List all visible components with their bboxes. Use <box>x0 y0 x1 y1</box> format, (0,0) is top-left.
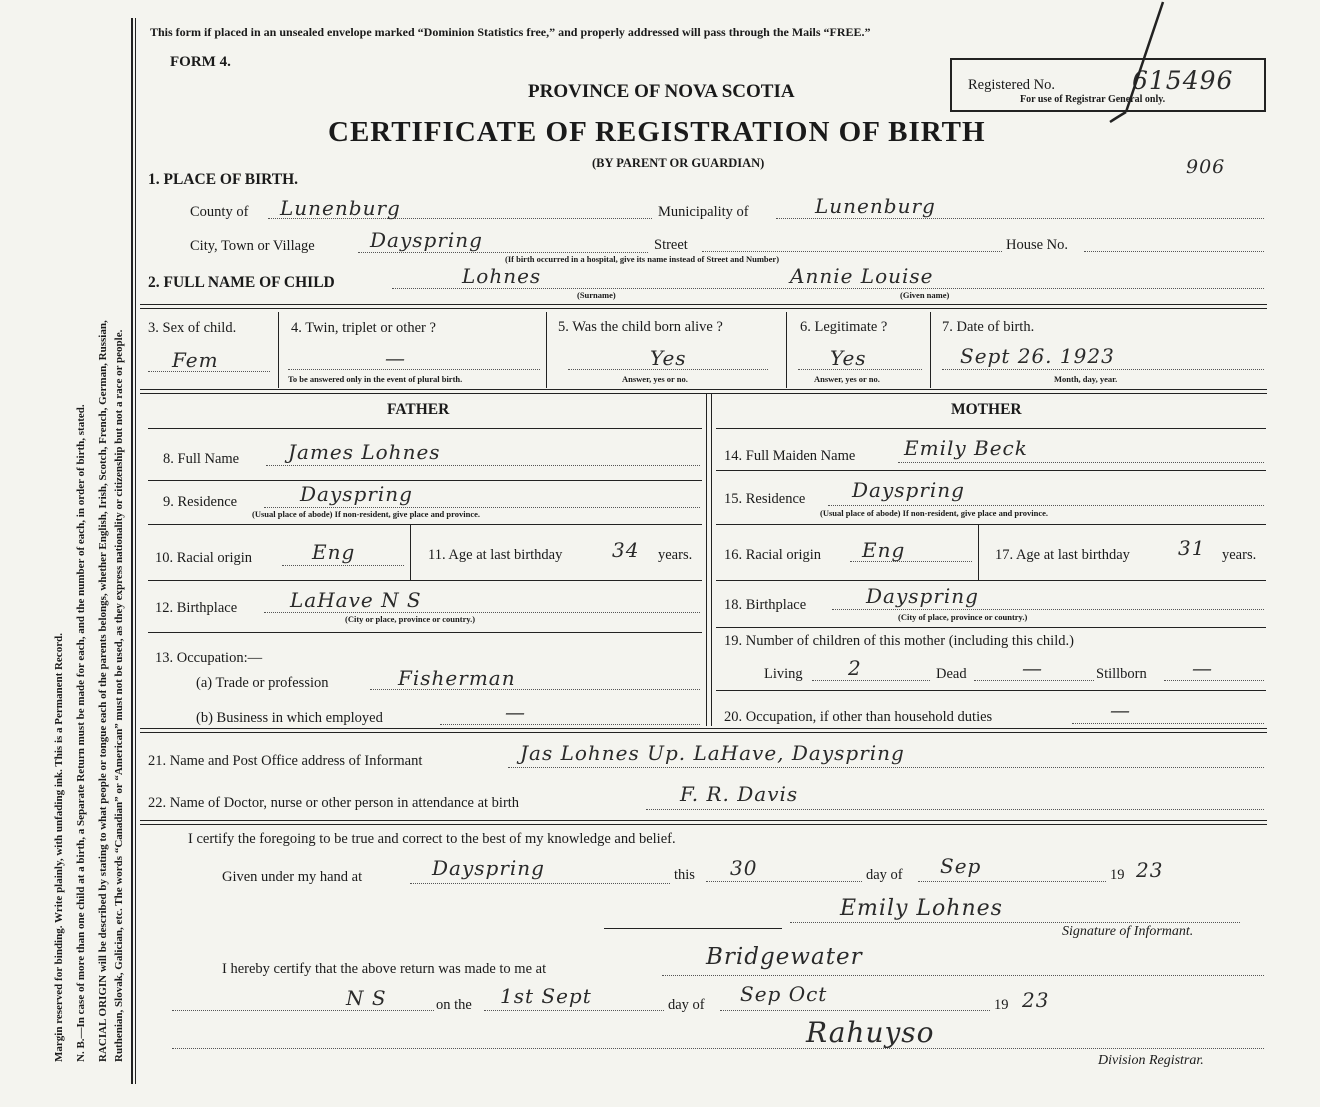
father-trade-value: Fisherman <box>398 666 516 690</box>
living-line <box>812 680 930 681</box>
mother-race-label: 16. Racial origin <box>724 547 822 563</box>
registrar-year-prefix: 19 <box>994 997 1009 1013</box>
father-business-value: — <box>505 700 526 724</box>
mother-occupation-label: 20. Occupation, if other than household duties <box>724 709 993 725</box>
parents-divider-2 <box>711 393 712 726</box>
this-label: this <box>674 867 695 883</box>
father-birthplace-note: (City or place, province or country.) <box>345 614 476 624</box>
mother-rule-5 <box>716 690 1266 691</box>
city-line <box>358 252 648 253</box>
alive-label: 5. Was the child born alive ? <box>558 319 723 335</box>
legitimate-note: Answer, yes or no. <box>814 374 880 384</box>
registrar-statement: I hereby certify that the above return was made to me at <box>222 961 547 977</box>
page-title: CERTIFICATE OF REGISTRATION OF BIRTH <box>328 116 986 148</box>
father-age-years: years. <box>658 547 693 563</box>
street-label: Street <box>654 237 688 253</box>
alive-value: Yes <box>650 346 687 370</box>
registrar-place-line <box>662 975 1264 976</box>
twin-label: 4. Twin, triplet or other ? <box>291 320 436 336</box>
mother-residence-value: Dayspring <box>852 478 965 502</box>
street-line <box>702 251 1002 252</box>
surname-caption: (Surname) <box>577 290 616 300</box>
registered-number: 615496 <box>1132 66 1234 95</box>
rule-3 <box>140 389 1267 390</box>
form-left-border <box>131 18 133 1084</box>
mother-age-years: years. <box>1222 547 1257 563</box>
father-rule-4 <box>148 632 702 633</box>
doctor-label: 22. Name of Doctor, nurse or other person in attendance at birth <box>148 795 520 811</box>
registrar-month-line <box>720 1010 990 1011</box>
div-3-4 <box>278 312 279 388</box>
dead-line <box>974 680 1094 681</box>
living-value: 2 <box>848 656 862 680</box>
rule-6 <box>140 732 1267 733</box>
mother-race-divider <box>978 524 979 580</box>
mother-name-value: Emily Beck <box>904 436 1028 460</box>
sex-value: Fem <box>172 348 219 372</box>
parents-rule-a <box>148 428 702 429</box>
pen-stroke-icon <box>1108 0 1168 130</box>
dob-line <box>942 369 1264 370</box>
mother-residence-line <box>828 505 1264 506</box>
rule-7 <box>140 820 1267 821</box>
mail-note: This form if placed in an unsealed envelope marked “Dominion Statistics free,” and properly addressed will pass through the Mails “FREE.” <box>150 25 871 39</box>
div-4-5 <box>546 312 547 388</box>
rule-2 <box>140 308 1267 309</box>
child-surname: Lohnes <box>462 264 542 288</box>
registrar-year-value: 23 <box>1022 988 1050 1012</box>
twin-line <box>288 369 540 370</box>
signature-caption: Signature of Informant. <box>1062 924 1194 939</box>
on-the-line <box>484 1010 664 1011</box>
father-age-label: 11. Age at last birthday <box>428 547 563 563</box>
signature-line <box>790 922 1240 923</box>
informant-line <box>508 767 1264 768</box>
father-race-divider <box>410 524 411 580</box>
father-birthplace-label: 12. Birthplace <box>155 600 238 616</box>
mother-race-value: Eng <box>862 538 906 562</box>
father-rule-1 <box>148 480 702 481</box>
father-birthplace-line <box>264 612 700 613</box>
given-place-line <box>410 883 670 884</box>
father-race-label: 10. Racial origin <box>155 550 253 566</box>
city-label: City, Town or Village <box>190 238 315 254</box>
legitimate-label: 6. Legitimate ? <box>800 319 888 335</box>
father-age-value: 34 <box>612 538 640 562</box>
on-the-label: on the <box>436 997 472 1013</box>
this-value: 30 <box>730 856 758 880</box>
mother-name-line <box>898 462 1264 463</box>
father-race-line <box>282 565 404 566</box>
father-occupation-label: 13. Occupation:— <box>155 650 263 666</box>
stillborn-line <box>1164 680 1264 681</box>
given-place-value: Dayspring <box>432 856 545 880</box>
registrar-slash-mark <box>1108 0 1168 130</box>
registrar-signature: Rahuyso <box>806 1016 935 1049</box>
mother-birthplace-label: 18. Birthplace <box>724 597 807 613</box>
father-business-line <box>440 724 700 725</box>
mother-age-value: 31 <box>1178 536 1206 560</box>
mother-residence-note: (Usual place of abode) If non-resident, give place and province. <box>820 508 1049 518</box>
month-value: Sep <box>940 854 982 878</box>
twin-value: — <box>385 346 406 370</box>
parents-divider <box>706 393 707 726</box>
mother-age-label: 17. Age at last birthday <box>995 547 1130 563</box>
dob-value: Sept 26. 1923 <box>960 344 1115 368</box>
month-line <box>918 881 1106 882</box>
certify-statement: I certify the foregoing to be true and correct to the best of my knowledge and belief. <box>188 831 676 847</box>
mother-heading: MOTHER <box>951 401 1022 418</box>
margin-note-3: RACIAL ORIGIN will be described by stating to what people or tongue each of the parents belongs, whether English, Irish, Scotch, French, German, Russian, <box>97 320 109 1062</box>
dead-label: Dead <box>936 666 967 682</box>
page-subtitle: (BY PARENT OR GUARDIAN) <box>592 156 765 170</box>
margin-note-4: Ruthenian, Slovak, Galician, etc. The words “Canadian” or “American” must not be used, as they express nationality or citizenship but not a race or people. <box>113 329 125 1062</box>
mother-birthplace-line <box>832 609 1264 610</box>
province-title: PROVINCE OF NOVA SCOTIA <box>528 81 795 102</box>
mother-residence-label: 15. Residence <box>724 491 806 507</box>
given-label: Given under my hand at <box>222 869 363 885</box>
father-residence-label: 9. Residence <box>163 494 238 510</box>
city-value: Dayspring <box>370 228 483 252</box>
doctor-value: F. R. Davis <box>680 782 799 806</box>
child-name-line <box>392 288 1264 289</box>
informant-signature: Emily Lohnes <box>840 896 1003 921</box>
legitimate-value: Yes <box>830 346 867 370</box>
mother-rule-1 <box>716 470 1266 471</box>
registrar-signature-line <box>172 1048 1264 1049</box>
year-value: 23 <box>1136 858 1164 882</box>
given-caption: (Given name) <box>900 290 950 300</box>
father-heading: FATHER <box>387 401 450 418</box>
father-birthplace-value: LaHave N S <box>290 588 422 612</box>
informant-label: 21. Name and Post Office address of Informant <box>148 753 423 769</box>
municipality-label: Municipality of <box>658 204 749 220</box>
house-label: House No. <box>1006 237 1069 253</box>
mother-birthplace-value: Dayspring <box>866 584 979 608</box>
mother-rule-4 <box>716 627 1266 628</box>
day-of-label: day of <box>866 867 903 883</box>
father-residence-line <box>264 507 700 508</box>
rule-8 <box>140 824 1267 825</box>
child-given-name: Annie Louise <box>790 264 934 288</box>
registrar-month-value: Sep Oct <box>740 982 828 1006</box>
stillborn-value: — <box>1192 656 1213 680</box>
hospital-note: (If birth occurred in a hospital, give its name instead of Street and Number) <box>505 254 780 264</box>
corner-mark: 906 <box>1186 156 1226 178</box>
on-the-value: 1st Sept <box>500 984 592 1008</box>
registered-label: Registered No. <box>968 77 1055 93</box>
margin-note-1: Margin reserved for binding. Write plainly, with unfading ink. This is a Permanent Record. <box>53 633 65 1062</box>
registrar-day-of-label: day of <box>668 997 705 1013</box>
rule-4 <box>140 393 1267 394</box>
father-name-value: James Lohnes <box>288 440 441 464</box>
mother-name-label: 14. Full Maiden Name <box>724 448 856 464</box>
mother-children-label: 19. Number of children of this mother (including this child.) <box>724 633 1074 649</box>
mother-occupation-line <box>1072 723 1264 724</box>
father-residence-note: (Usual place of abode) If non-resident, give place and province. <box>252 509 481 519</box>
parents-rule-b <box>716 428 1266 429</box>
municipality-line <box>776 218 1264 219</box>
stillborn-label: Stillborn <box>1096 666 1147 682</box>
living-label: Living <box>764 666 803 682</box>
sex-label: 3. Sex of child. <box>148 320 237 336</box>
rule-1 <box>140 304 1267 305</box>
father-name-line <box>266 465 700 466</box>
div-5-6 <box>786 312 787 388</box>
father-business-label: (b) Business in which employed <box>196 710 383 726</box>
father-trade-label: (a) Trade or profession <box>196 675 329 691</box>
father-residence-value: Dayspring <box>300 482 413 506</box>
registrar-province-line <box>172 1010 434 1011</box>
registrar-province-value: N S <box>346 986 387 1010</box>
dob-note: Month, day, year. <box>1054 374 1118 384</box>
div-6-7 <box>930 312 931 388</box>
place-heading: 1. PLACE OF BIRTH. <box>148 171 299 188</box>
father-race-value: Eng <box>312 540 356 564</box>
house-line <box>1084 251 1264 252</box>
signature-short-line <box>604 928 782 929</box>
alive-note: Answer, yes or no. <box>622 374 688 384</box>
father-rule-3 <box>148 580 702 581</box>
registrar-caption: Division Registrar. <box>1098 1053 1204 1068</box>
municipality-value: Lunenburg <box>815 194 936 218</box>
father-rule-2 <box>148 524 702 525</box>
county-value: Lunenburg <box>280 196 401 220</box>
mother-birthplace-note: (City of place, province or country.) <box>898 612 1028 622</box>
registrar-note: For use of Registrar General only. <box>1020 94 1166 105</box>
registrar-place-value: Bridgewater <box>706 944 863 970</box>
mother-rule-3 <box>716 580 1266 581</box>
mother-occupation-value: — <box>1110 698 1131 722</box>
form-number: FORM 4. <box>170 54 231 70</box>
informant-value: Jas Lohnes Up. LaHave, Dayspring <box>520 741 905 765</box>
margin-note-2: N. B.—In case of more than one child at a birth, a Separate Return must be made for each, and the number of each, in order of birth, stated. <box>75 404 87 1062</box>
mother-rule-2 <box>716 524 1266 525</box>
child-name-label: 2. FULL NAME OF CHILD <box>148 274 335 291</box>
dead-value: — <box>1022 656 1043 680</box>
doctor-line <box>646 809 1264 810</box>
rule-5 <box>140 728 1267 729</box>
form-left-border-inner <box>135 18 136 1084</box>
year-prefix: 19 <box>1110 867 1125 883</box>
dob-label: 7. Date of birth. <box>942 319 1035 335</box>
county-label: County of <box>190 204 249 220</box>
father-name-label: 8. Full Name <box>163 451 240 467</box>
twin-note: To be answered only in the event of plural birth. <box>288 374 463 384</box>
this-line <box>706 881 862 882</box>
